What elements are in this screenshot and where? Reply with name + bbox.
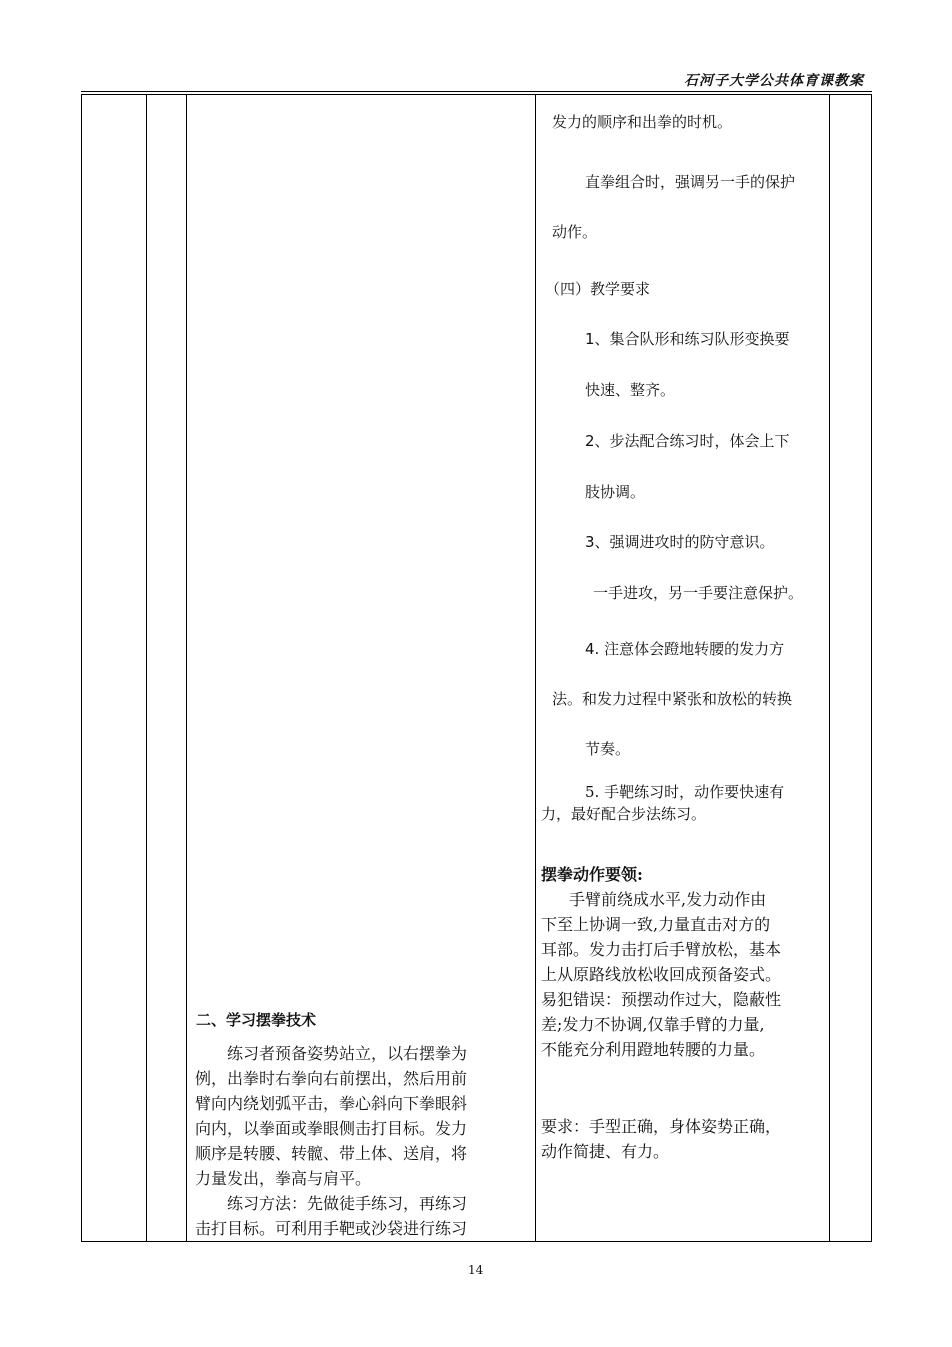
req-line: 快速、整齐。 (585, 381, 676, 399)
column-divider (146, 95, 147, 1241)
section-title: 二、学习摆拳技术 (196, 1011, 317, 1029)
teaching-requirements-heading: （四）教学要求 (545, 280, 651, 298)
swing-punch-essentials: 摆拳动作要领: 手臂前绕成水平,发力动作由 下至上协调一致,力量直击对方的 耳部。发力击打后手臂放松，基本 上从原路线放松收回成预备姿式。 易犯错误：预摆动作过大，隐蔽性 差;发力不协调,仅靠手臂的力量, 不能充分利用蹬地转腰的力量。 (541, 862, 827, 1062)
column-divider (186, 95, 187, 1241)
req-line: 直拳组合时，强调另一手的保护 (585, 173, 796, 191)
main-text: 练习者预备姿势站立，以右摆拳为 例，出拳时右拳向右前摆出，然后用前 臂向内绕划弧平击，拳心斜向下拳眼斜 向内，以拳面或拳眼侧击打目标。发力 顺序是转腰、转髋、带上体、送肩，将 力量发出，拳高与肩平。 练习方法：先做徒手练习，再练习 击打目标。可利用手靶或沙袋进行练习 (195, 1044, 468, 1238)
page-number: 14 (468, 1263, 484, 1277)
req-line: 肢协调。 (585, 483, 646, 501)
req-line: 发力的顺序和出拳的时机。 (552, 113, 733, 131)
demand-text: 要求：手型正确，身体姿势正确， 动作简捷、有力。 (541, 1117, 782, 1161)
column-divider (535, 95, 536, 1241)
req-line: 一手进攻，另一手要注意保护。 (593, 584, 804, 602)
req-line: 法。和发力过程中紧张和放松的转换 (552, 690, 793, 708)
req-line: 节奏。 (585, 740, 631, 758)
column-divider (829, 95, 830, 1241)
req-line: 1、集合队形和练习队形变换要 (585, 330, 790, 348)
req-line: 3、强调进攻时的防守意识。 (585, 533, 775, 551)
header-title: 石河子大学公共体育课教案 (684, 73, 864, 89)
header-rule (81, 91, 872, 92)
req-item-5: 5. 手靶练习时，动作要快速有 力，最好配合步法练习。 (541, 783, 785, 823)
req-line: 4. 注意体会蹬地转腰的发力方 (585, 640, 785, 658)
swing-punch-title: 摆拳动作要领: (541, 865, 643, 884)
req-line: 动作。 (552, 223, 598, 241)
lesson-plan-table (81, 94, 872, 1242)
req-line: 2、步法配合练习时，体会上下 (585, 432, 790, 450)
